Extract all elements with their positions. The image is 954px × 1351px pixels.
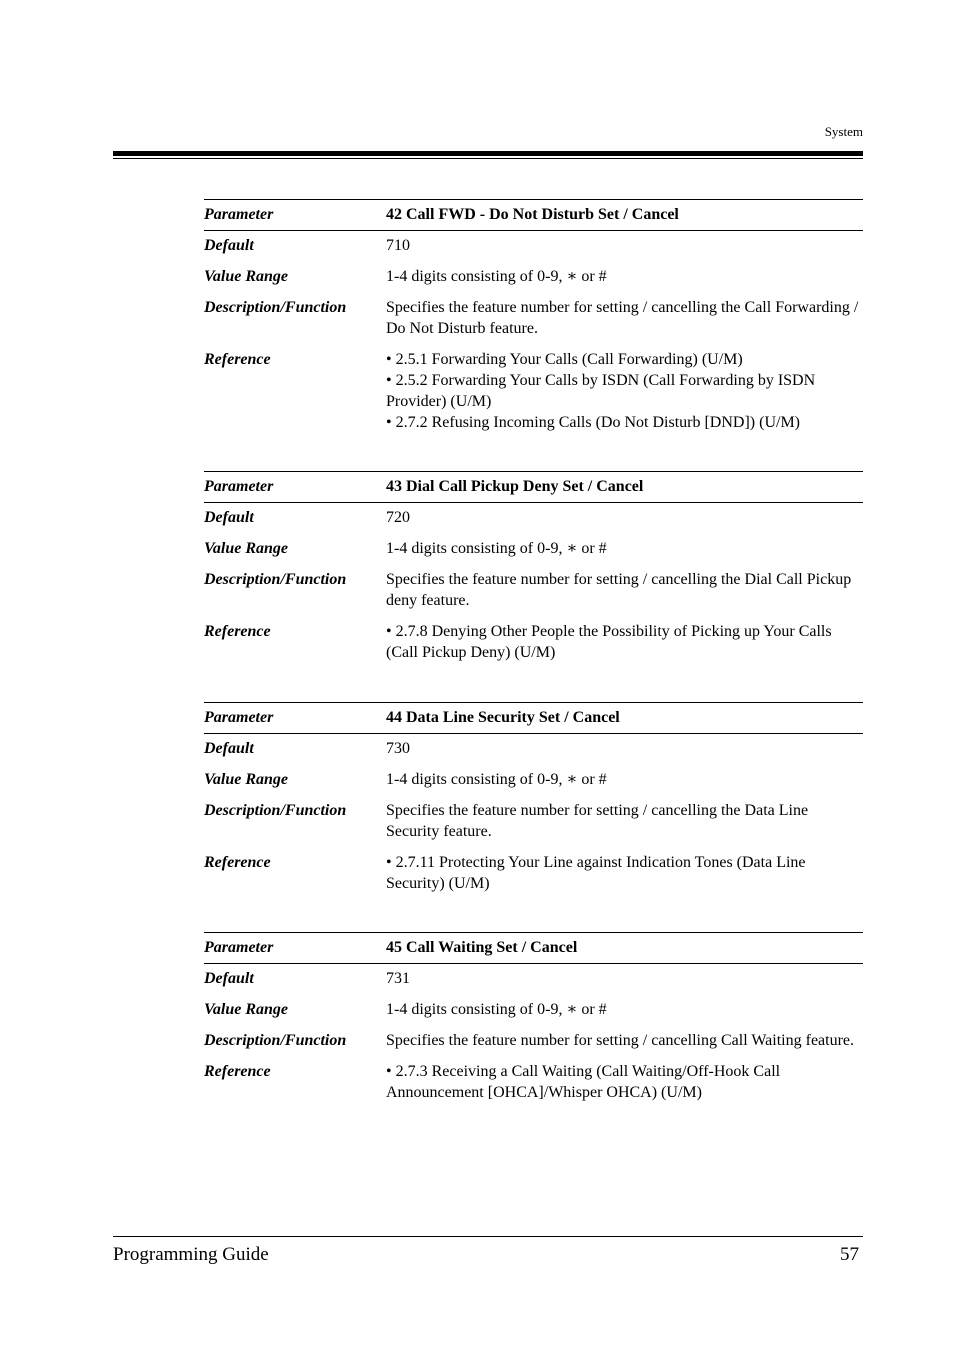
reference-list (386, 349, 863, 433)
default-value: 720 (386, 509, 410, 526)
default-row (204, 968, 863, 989)
default-row (204, 738, 863, 759)
parameter-title: 44 Data Line Security Set / Cancel (386, 709, 620, 726)
parameter-label: Parameter (204, 478, 274, 495)
parameter-block (204, 702, 863, 894)
page-number: 57 (840, 1244, 859, 1265)
value-range-label: Value Range (204, 771, 289, 788)
header-rule-thin (113, 158, 863, 159)
default-row (204, 235, 863, 256)
reference-row (204, 349, 863, 433)
page-header-section: System (824, 124, 863, 139)
parameter-title: 43 Dial Call Pickup Deny Set / Cancel (386, 478, 644, 495)
reference-link[interactable]: • 2.7.11 Protecting Your Line against Indication Tones (Data Line Security) (U/M) (386, 854, 806, 892)
reference-row (204, 852, 863, 894)
reference-link[interactable]: • 2.7.3 Receiving a Call Waiting (Call Waiting/Off-Hook Call Announcement [OHCA]/Whisper OHCA) (U/M) (386, 1063, 781, 1101)
value-range-value: 1-4 digits consisting of 0-9, ∗ or # (386, 268, 607, 285)
parameter-label: Parameter (204, 206, 274, 223)
parameter-row (204, 932, 863, 964)
description-label: Description/Function (204, 299, 347, 316)
default-label: Default (204, 740, 254, 757)
parameter-row (204, 199, 863, 231)
parameter-block (204, 932, 863, 1103)
description-label: Description/Function (204, 802, 347, 819)
reference-link[interactable]: • 2.5.2 Forwarding Your Calls by ISDN (Call Forwarding by ISDN Provider) (U/M) (386, 372, 816, 410)
default-row (204, 507, 863, 528)
default-label: Default (204, 970, 254, 987)
parameter-label: Parameter (204, 939, 274, 956)
reference-label: Reference (204, 351, 271, 368)
value-range-value: 1-4 digits consisting of 0-9, ∗ or # (386, 1001, 607, 1018)
value-range-label: Value Range (204, 1001, 289, 1018)
description-row (204, 800, 863, 842)
reference-link[interactable]: • 2.7.8 Denying Other People the Possibility of Picking up Your Calls (Call Pickup Deny) (U/M) (386, 623, 832, 661)
reference-label: Reference (204, 854, 271, 871)
reference-row (204, 621, 863, 663)
parameter-block (204, 199, 863, 433)
reference-list (386, 852, 863, 894)
description-value: Specifies the feature number for setting / cancelling the Dial Call Pickup deny feature. (386, 571, 852, 609)
default-value: 730 (386, 740, 410, 757)
reference-link[interactable]: • 2.5.1 Forwarding Your Calls (Call Forwarding) (U/M) (386, 351, 743, 368)
reference-list (386, 621, 863, 663)
parameter-label: Parameter (204, 709, 274, 726)
reference-label: Reference (204, 623, 271, 640)
value-range-row (204, 266, 863, 287)
header-rule-thick (113, 151, 863, 156)
parameter-row (204, 702, 863, 734)
parameter-title: 42 Call FWD - Do Not Disturb Set / Cancel (386, 206, 679, 223)
value-range-value: 1-4 digits consisting of 0-9, ∗ or # (386, 771, 607, 788)
value-range-label: Value Range (204, 268, 289, 285)
reference-list (386, 1061, 863, 1103)
reference-link[interactable]: • 2.7.2 Refusing Incoming Calls (Do Not Disturb [DND]) (U/M) (386, 414, 800, 431)
reference-row (204, 1061, 863, 1103)
description-value: Specifies the feature number for setting / cancelling the Call Forwarding / Do Not Disturb feature. (386, 299, 859, 337)
reference-label: Reference (204, 1063, 271, 1080)
value-range-row (204, 769, 863, 790)
value-range-value: 1-4 digits consisting of 0-9, ∗ or # (386, 540, 607, 557)
parameter-title: 45 Call Waiting Set / Cancel (386, 939, 578, 956)
parameter-row (204, 471, 863, 503)
default-value: 710 (386, 237, 410, 254)
description-row (204, 1030, 863, 1051)
default-value: 731 (386, 970, 410, 987)
footer-title: Programming Guide (113, 1244, 269, 1265)
description-value: Specifies the feature number for setting / cancelling Call Waiting feature. (386, 1032, 855, 1049)
footer-rule (113, 1236, 863, 1237)
default-label: Default (204, 237, 254, 254)
description-row (204, 569, 863, 611)
parameter-block (204, 471, 863, 663)
description-label: Description/Function (204, 1032, 347, 1049)
value-range-label: Value Range (204, 540, 289, 557)
default-label: Default (204, 509, 254, 526)
value-range-row (204, 538, 863, 559)
description-value: Specifies the feature number for setting / cancelling the Data Line Security feature. (386, 802, 809, 840)
description-label: Description/Function (204, 571, 347, 588)
value-range-row (204, 999, 863, 1020)
description-row (204, 297, 863, 339)
